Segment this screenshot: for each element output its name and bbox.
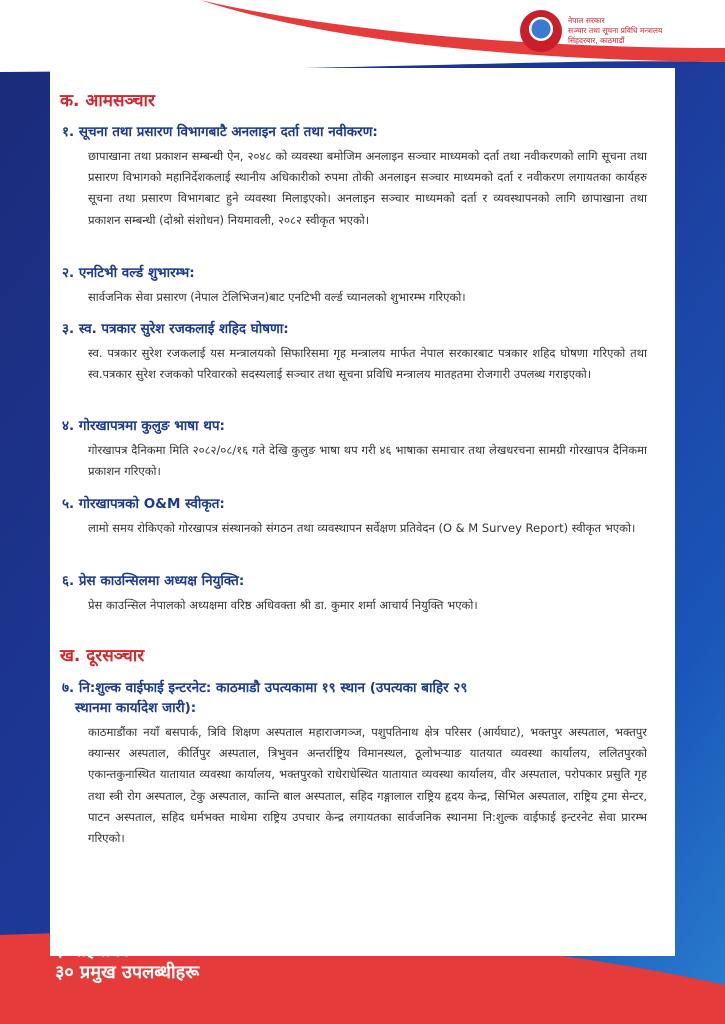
achievement-item [62,263,647,308]
tagline-line: ३ महिनाको [55,940,129,961]
item-body: छापाखाना तथा प्रकाशन सम्बन्धी ऐन, २०४८ को व्यवस्था बमोजिम अनलाइन सञ्चार माध्यमको दर्ता तथा नवीकरणको लागि सूचना तथा प्रसारण विभागको महानिर्देशकलाई स्थानीय अधिकारीको रुपमा तोकी अनलाइन सञ्चार माध्यमको दर्ता र नवीकरण लगायतका कार्यहरु सूचना तथा प्रसारण विभागबाट हुने व्यवस्था मिलाइएको। अनलाइन सञ्चार माध्यमको दर्ता र व्यवस्थापनको लागि छापाखाना तथा प्रकाशन सम्बन्धी (दोश्रो संशोधन) नियमावली, २०८२ स्वीकृत भएको। [88,149,647,227]
item-title: १. सूचना तथा प्रसारण विभागबाटै अनलाइन दर्ता तथा नवीकरण: [62,124,378,140]
tagline-line: ३० प्रमुख उपलब्धीहरू [55,962,200,983]
item-body: प्रेस काउन्सिल नेपालको अध्यक्षमा वरिष्ठ अधिवक्ता श्री डा. कुमार शर्मा आचार्य नियुक्ति भएको। [88,598,478,612]
org-name [568,16,662,46]
org-line: सिंहदरबार, काठमाडौं [568,36,625,45]
item-title: ६. प्रेस काउन्सिलमा अध्यक्ष नियुक्ति: [62,573,245,589]
item-title-line: ७. नि:शुल्क वाईफाई इन्टरनेट: काठमाडौ उपत्यकामा १९ स्थान (उपत्यका बाहिर २९ [62,680,468,696]
nepal-emblem-icon [520,10,562,52]
item-body: स्व. पत्रकार सुरेश रजकलाई यस मन्त्रालयको सिफारिसमा गृह मन्त्रालय मार्फत नेपाल सरकारबाट पत्रकार शहिद घोषणा गरिएको तथा स्व.पत्रकार सुरेश रजकको परिवारको सदस्यलाई सञ्चार तथा सूचना प्रविधि मन्त्रालय मातहतमा रोजगारी उपलब्ध गराइएको। [88,346,647,382]
achievement-item [62,122,647,231]
achievement-item [62,494,647,539]
footer-tagline [55,940,355,984]
item-title: ५. गोरखापत्रको O&M स्वीकृत: [62,496,225,512]
item-body: लामो समय रोकिएको गोरखापत्र संस्थानको संगठन तथा व्यवस्थापन सर्वेक्षण प्रतिवेदन (O & M Survey Report) स्वीकृत भएको। [88,521,636,535]
item-title: ३. स्व. पत्रकार सुरेश रजकलाई शहिद घोषणा: [62,321,289,337]
org-line: सञ्चार तथा सूचना प्रविधि मन्त्रालय [568,26,663,35]
achievement-item [62,319,647,385]
achievement-item [62,416,647,482]
ministry-logo [520,10,720,52]
section-heading: क. आमसञ्चार [60,91,155,111]
achievement-item [62,571,647,616]
item-title: ४. गोरखापत्रमा कुलुङ भाषा थप: [62,418,225,434]
item-title [62,678,647,718]
item-body: सार्वजनिक सेवा प्रसारण (नेपाल टेलिभिजन)बाट एनटिभी वर्ल्ड च्यानलको शुभारम्भ गरिएको। [88,290,466,304]
item-title: २. एनटिभी वर्ल्ड शुभारम्भ: [62,265,195,281]
achievement-item [62,678,647,849]
item-body: गोरखापत्र दैनिकमा मिति २०८२/०८/१६ गते देखि कुलुङ भाषा थप गरी ४६ भाषाका समाचार तथा लेखधरचना सामग्री गोरखापत्र दैनिकमा प्रकाशन गरिएको। [88,443,647,479]
item-body: काठमाडौंका नयाँ बसपार्क, त्रिवि शिक्षण अस्पताल महाराजगञ्ज, पशुपतिनाथ क्षेत्र परिसर (आर्यघाट), भक्तपुर अस्पताल, भक्तपुर क्यान्सर अस्पताल, कीर्तिपुर अस्पताल, त्रिभुवन अन्तर्राष्ट्रिय विमानस्थल, ठूलोभऱ्याङ यातयात व्यवस्था कार्यालय, ललितपुरको एकान्तकुनास्थित यातायात व्यवस्था कार्यालय, भक्तपुरको राधेराधेस्थित यातायात व्यवस्था कार्यालय, वीर अस्पताल, परोपकार प्रसुति गृह तथा स्त्री रोग अस्पताल, टेकु अस्पताल, कान्ति बाल अस्पताल, सहिद गङ्गालाल राष्ट्रिय हृदय केन्द्र, सिभिल अस्पताल, राष्ट्रिय ट्रमा सेन्टर, पाटन अस्पताल, सहिद धर्मभक्त माथेमा राष्ट्रिय उपचार केन्द्र लगायतका सार्वजनिक स्थानमा नि:शुल्क वाईफाई इन्टरनेट सेवा प्रारम्भ गरिएको। [88,725,647,846]
org-line: नेपाल सरकार [568,16,605,25]
section-heading: ख. दूरसञ्चार [60,646,145,666]
item-title-line: स्थानमा कार्यादेश जारी): [75,700,197,716]
